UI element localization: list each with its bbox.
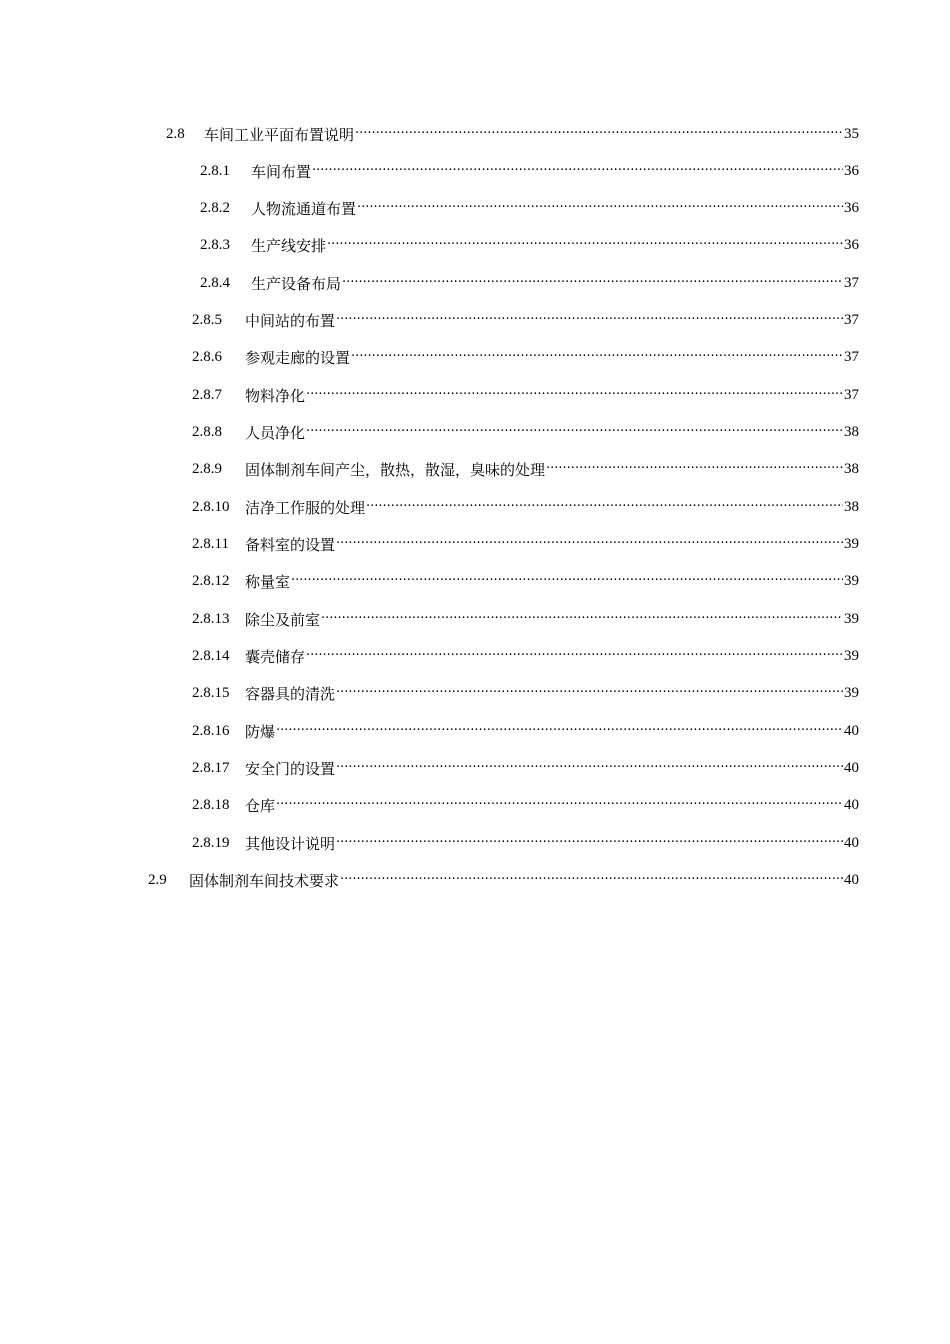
dot-leader <box>357 197 843 219</box>
toc-entry[interactable] <box>192 421 859 443</box>
toc-entry[interactable] <box>192 309 859 331</box>
dot-leader <box>340 869 843 891</box>
toc-entry[interactable] <box>192 757 859 779</box>
toc-entry[interactable] <box>192 496 859 518</box>
dot-leader <box>546 458 843 480</box>
dot-leader <box>336 757 843 779</box>
toc-entry-page: 39 <box>844 535 859 552</box>
toc-entry-title: 生产设备布局 <box>251 274 342 293</box>
toc-entry[interactable] <box>192 832 859 854</box>
toc-entry-page: 37 <box>844 274 859 291</box>
toc-entry-page: 36 <box>844 199 859 216</box>
toc-entry-number: 2.8.17 <box>192 759 230 776</box>
toc-entry-title: 其他设计说明 <box>245 834 336 853</box>
dot-leader <box>276 720 843 742</box>
toc-entry-number: 2.8.8 <box>192 423 222 440</box>
toc-entry-page: 39 <box>844 684 859 701</box>
toc-entry-page: 36 <box>844 236 859 253</box>
toc-entry-number: 2.8.11 <box>192 535 229 552</box>
dot-leader <box>291 570 843 592</box>
toc-entry-number: 2.8.2 <box>200 199 230 216</box>
dot-leader <box>336 309 843 331</box>
toc-entry-number: 2.8.12 <box>192 572 230 589</box>
toc-entry-page: 35 <box>844 125 859 142</box>
toc-entry-title: 人员净化 <box>245 423 306 442</box>
toc-entry-page: 40 <box>844 796 859 813</box>
toc-entry[interactable] <box>192 608 859 630</box>
dot-leader <box>336 533 843 555</box>
toc-entry[interactable] <box>192 682 859 704</box>
toc-entry[interactable] <box>192 346 859 368</box>
dot-leader <box>336 682 843 704</box>
toc-entry-page: 38 <box>844 423 859 440</box>
toc-entry[interactable] <box>192 458 859 480</box>
toc-entry-number: 2.8.5 <box>192 311 222 328</box>
toc-entry-number: 2.8.7 <box>192 386 222 403</box>
toc-entry-title: 防爆 <box>245 722 276 741</box>
toc-entry-title: 备料室的设置 <box>245 535 336 554</box>
toc-entry-page: 37 <box>844 386 859 403</box>
toc-entry-page: 38 <box>844 498 859 515</box>
toc-entry-title: 仓库 <box>245 796 276 815</box>
toc-entry-title: 物料净化 <box>245 386 306 405</box>
toc-entry[interactable] <box>200 272 859 294</box>
toc-entry-title: 容器具的清洗 <box>245 684 336 703</box>
dot-leader <box>321 608 843 630</box>
toc-entry-number: 2.9 <box>148 871 167 888</box>
toc-entry[interactable] <box>200 160 859 182</box>
toc-entry-number: 2.8.19 <box>192 834 230 851</box>
toc-entry-title: 生产线安排 <box>251 236 327 255</box>
toc-entry-page: 36 <box>844 162 859 179</box>
toc-entry-number: 2.8.16 <box>192 722 230 739</box>
dot-leader <box>306 645 843 667</box>
toc-entry-number: 2.8.15 <box>192 684 230 701</box>
toc-entry-page: 39 <box>844 572 859 589</box>
toc-entry-number: 2.8.18 <box>192 796 230 813</box>
toc-entry-title: 车间工业平面布置说明 <box>204 125 355 144</box>
toc-entry-page: 40 <box>844 834 859 851</box>
toc-entry[interactable] <box>148 869 859 891</box>
toc-entry-page: 39 <box>844 647 859 664</box>
dot-leader <box>336 832 843 854</box>
toc-entry-number: 2.8.4 <box>200 274 230 291</box>
toc-entry[interactable] <box>192 645 859 667</box>
toc-entry-number: 2.8.3 <box>200 236 230 253</box>
toc-entry-title: 中间站的布置 <box>245 311 336 330</box>
toc-entry-title: 称量室 <box>245 572 291 591</box>
dot-leader <box>355 123 843 145</box>
toc-entry-title: 人物流通道布置 <box>251 199 357 218</box>
toc-entry-page: 37 <box>844 348 859 365</box>
toc-entry-page: 38 <box>844 460 859 477</box>
toc-entry-page: 40 <box>844 722 859 739</box>
toc-entry[interactable] <box>200 197 859 219</box>
dot-leader <box>366 496 843 518</box>
dot-leader <box>351 346 843 368</box>
toc-entry-number: 2.8.9 <box>192 460 222 477</box>
toc-entry-title: 固体制剂车间产尘，散热，散湿，臭味的处理 <box>245 460 546 479</box>
toc-entry-number: 2.8.14 <box>192 647 230 664</box>
toc-entry-number: 2.8.1 <box>200 162 230 179</box>
dot-leader <box>276 794 843 816</box>
toc-entry-title: 洁净工作服的处理 <box>245 498 366 517</box>
dot-leader <box>327 234 843 256</box>
toc-entry-page: 40 <box>844 871 859 888</box>
toc-entry-page: 39 <box>844 610 859 627</box>
toc-entry-number: 2.8 <box>166 125 185 142</box>
dot-leader <box>312 160 843 182</box>
toc-entry[interactable] <box>166 123 859 145</box>
toc-entry[interactable] <box>192 794 859 816</box>
toc-entry-title: 囊壳储存 <box>245 647 306 666</box>
toc-entry-title: 车间布置 <box>251 162 312 181</box>
toc-entry-title: 参观走廊的设置 <box>245 348 351 367</box>
toc-entry[interactable] <box>192 533 859 555</box>
toc-entry[interactable] <box>200 234 859 256</box>
toc-entry-number: 2.8.13 <box>192 610 230 627</box>
toc-entry-number: 2.8.10 <box>192 498 230 515</box>
toc-entry-title: 除尘及前室 <box>245 610 321 629</box>
toc-entry[interactable] <box>192 720 859 742</box>
dot-leader <box>342 272 843 294</box>
toc-entry-number: 2.8.6 <box>192 348 222 365</box>
toc-entry-title: 固体制剂车间技术要求 <box>189 871 340 890</box>
dot-leader <box>306 384 843 406</box>
toc-entry[interactable] <box>192 384 859 406</box>
toc-entry[interactable] <box>192 570 859 592</box>
dot-leader <box>306 421 843 443</box>
toc-entry-title: 安全门的设置 <box>245 759 336 778</box>
toc-entry-page: 37 <box>844 311 859 328</box>
toc-entry-page: 40 <box>844 759 859 776</box>
